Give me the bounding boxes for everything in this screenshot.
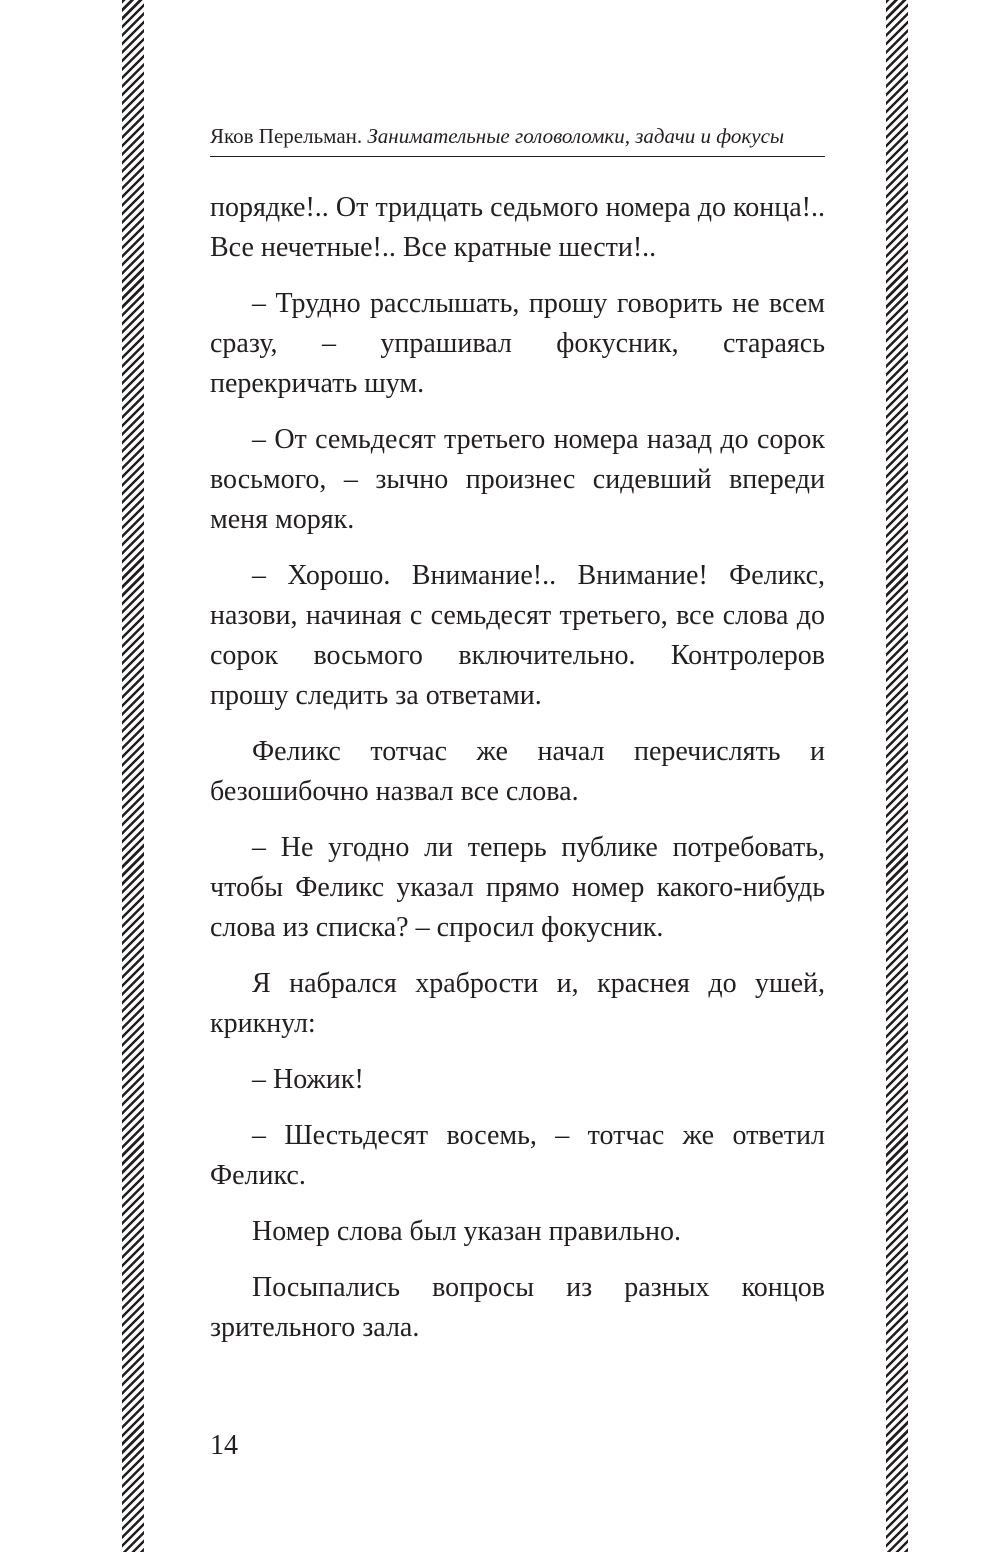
running-header [210, 122, 825, 157]
paragraph: – Не угодно ли теперь публике потребовать, чтобы Феликс указал прямо номер какого-нибудь слова из списка? – спросил фокусник. [210, 832, 825, 943]
paragraph: – Шестьдесят восемь, – тотчас же ответил Феликс. [210, 1120, 825, 1191]
paragraph: порядке!.. От тридцать седьмого номера до конца!.. Все нечетные!.. Все кратные шести!.. [210, 192, 825, 263]
page-number: 14 [210, 1430, 238, 1461]
header-author: Яков Перельман. [210, 124, 363, 148]
header-book-title: Занимательные головоломки, задачи и фокусы [367, 124, 785, 148]
paragraph: Феликс тотчас же начал перечислять и безошибочно назвал все слова. [210, 736, 825, 807]
paragraph: – Трудно расслышать, прошу говорить не всем сразу, – упрашивал фокусник, стараясь перекричать шум. [210, 288, 825, 399]
paragraph: – Ножик! [252, 1064, 364, 1095]
paragraph: – Хорошо. Внимание!.. Внимание! Феликс, назови, начиная с семьдесят третьего, все слова до сорок восьмого включительно. Контролеров прошу следить за ответами. [210, 560, 825, 711]
paragraph: Посыпались вопросы из разных концов зрительного зала. [210, 1272, 825, 1343]
decorative-border-left [122, 0, 144, 1552]
paragraph: Я набрался храбрости и, краснея до ушей, крикнул: [210, 968, 825, 1039]
paragraph: – От семьдесят третьего номера назад до сорок восьмого, – зычно произнес сидевший впереди меня моряк. [210, 424, 825, 535]
page-body [210, 188, 825, 1364]
decorative-border-right [886, 0, 908, 1552]
paragraph: Номер слова был указан правильно. [252, 1216, 681, 1247]
